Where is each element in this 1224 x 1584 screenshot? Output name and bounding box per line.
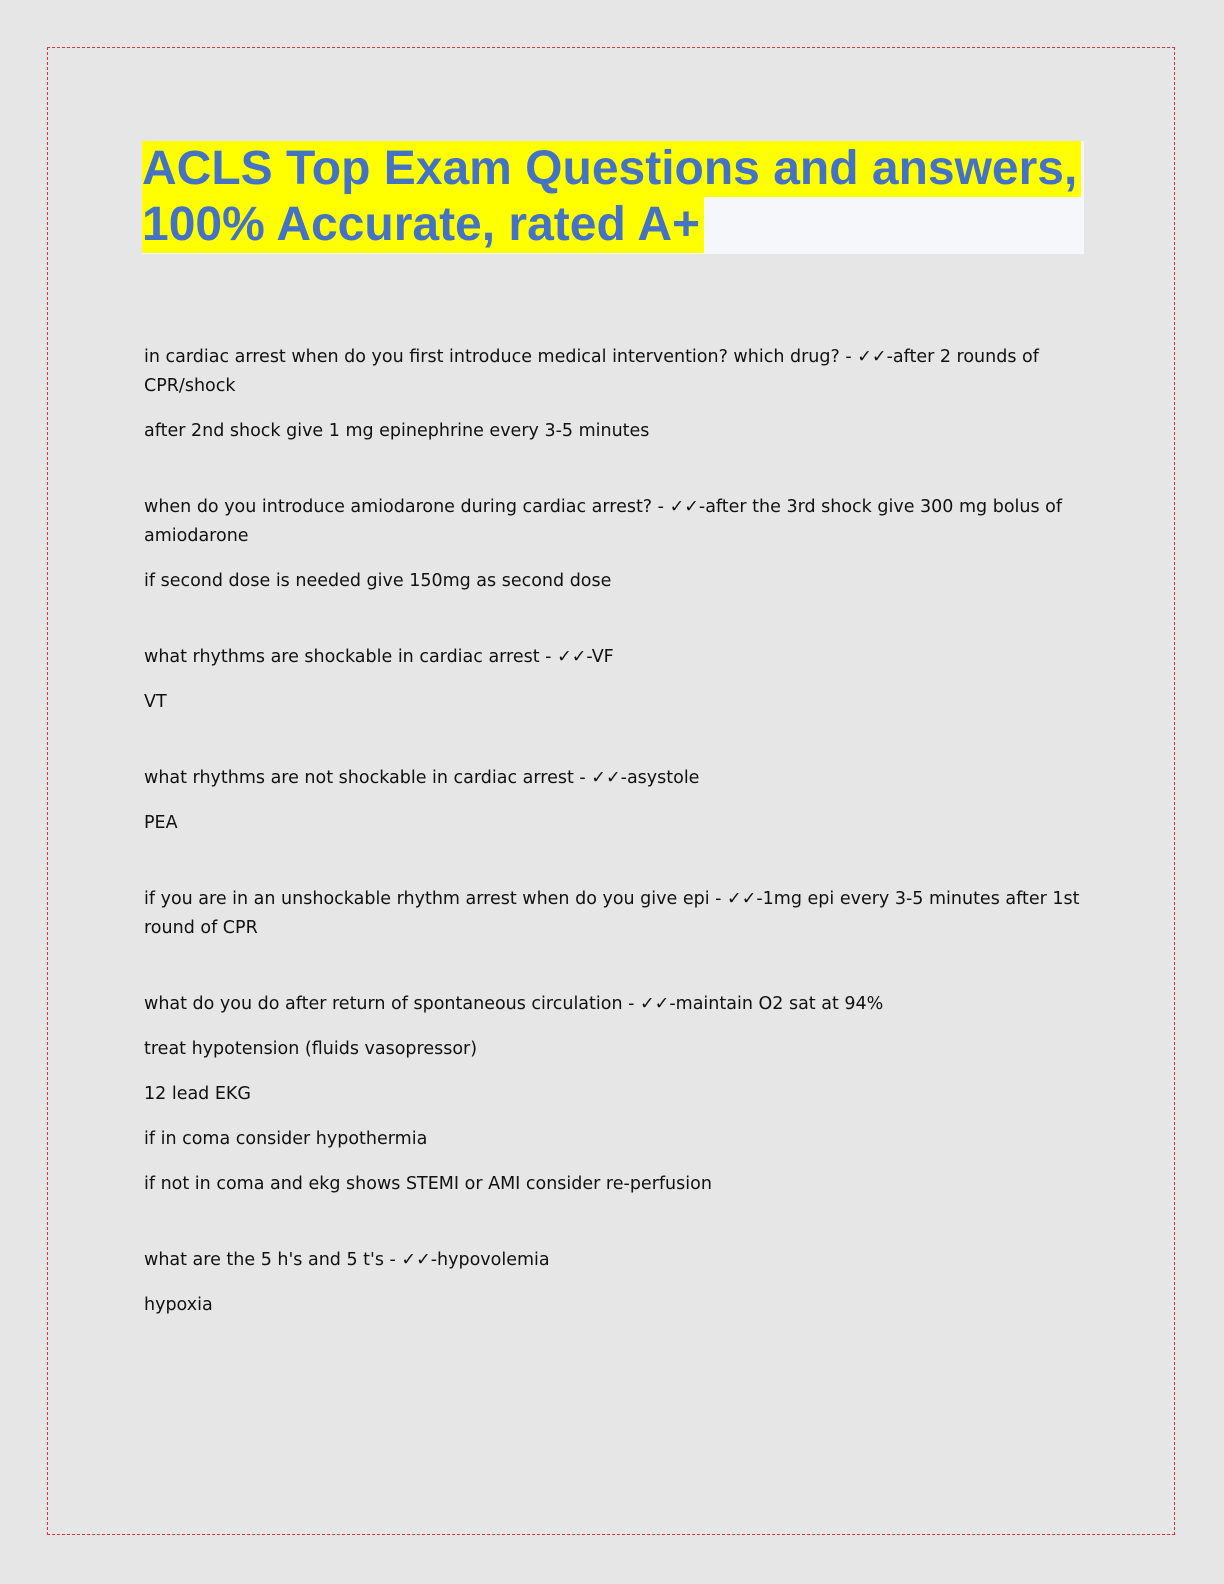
- qa-item: [144, 1246, 1084, 1320]
- double-check-icon: ✓✓: [669, 497, 699, 517]
- answer-text: -after the 3rd shock give 300 mg bolus of amiodarone: [144, 497, 1063, 546]
- title-block: [142, 141, 1084, 254]
- qa-item: [144, 990, 1084, 1199]
- answer-line: after 2nd shock give 1 mg epinephrine every 3-5 minutes: [144, 421, 650, 441]
- answer-line: if not in coma and ekg shows STEMI or AMI consider re-perfusion: [144, 1174, 712, 1194]
- qa-question-line: [144, 343, 1084, 401]
- double-check-icon: ✓✓: [401, 1250, 431, 1270]
- qa-question-line: [144, 493, 1084, 551]
- qa-question-line: [144, 643, 1084, 672]
- question-text: what do you do after return of spontaneous circulation -: [144, 994, 635, 1014]
- answer-line: if second dose is needed give 150mg as second dose: [144, 571, 612, 591]
- answer-line: 12 lead EKG: [144, 1084, 251, 1104]
- answer-text: -asystole: [620, 768, 700, 788]
- qa-item: [144, 885, 1084, 943]
- double-check-icon: ✓✓: [640, 994, 670, 1014]
- double-check-icon: ✓✓: [857, 347, 887, 367]
- qa-item: [144, 764, 1084, 838]
- answer-line: hypoxia: [144, 1295, 213, 1315]
- answer-text: -maintain O2 sat at 94%: [669, 994, 884, 1014]
- question-text: if you are in an unshockable rhythm arrest when do you give epi -: [144, 889, 722, 909]
- title-line-1: ACLS Top Exam Questions and answers,: [142, 141, 1081, 197]
- answer-line: PEA: [144, 813, 178, 833]
- double-check-icon: ✓✓: [591, 768, 621, 788]
- title-line-2: 100% Accurate, rated A+: [142, 197, 704, 253]
- qa-item: [144, 493, 1084, 596]
- qa-content: [144, 343, 1084, 1367]
- double-check-icon: ✓✓: [557, 647, 587, 667]
- question-text: in cardiac arrest when do you first introduce medical intervention? which drug? -: [144, 347, 852, 367]
- qa-question-line: [144, 1246, 1084, 1275]
- qa-item: [144, 643, 1084, 717]
- question-text: what rhythms are not shockable in cardiac arrest -: [144, 768, 586, 788]
- answer-line: VT: [144, 692, 167, 712]
- answer-line: treat hypotension (fluids vasopressor): [144, 1039, 478, 1059]
- qa-question-line: [144, 885, 1084, 943]
- question-text: what are the 5 h's and 5 t's -: [144, 1250, 396, 1270]
- qa-question-line: [144, 990, 1084, 1019]
- answer-text: -after 2 rounds of CPR/shock: [144, 347, 1039, 396]
- double-check-icon: ✓✓: [727, 889, 757, 909]
- question-text: what rhythms are shockable in cardiac arrest -: [144, 647, 552, 667]
- answer-text: -1mg epi every 3-5 minutes after 1st round of CPR: [144, 889, 1080, 938]
- answer-text: -hypovolemia: [430, 1250, 550, 1270]
- qa-question-line: [144, 764, 1084, 793]
- question-text: when do you introduce amiodarone during cardiac arrest? -: [144, 497, 664, 517]
- qa-item: [144, 343, 1084, 446]
- answer-line: if in coma consider hypothermia: [144, 1129, 428, 1149]
- answer-text: -VF: [586, 647, 614, 667]
